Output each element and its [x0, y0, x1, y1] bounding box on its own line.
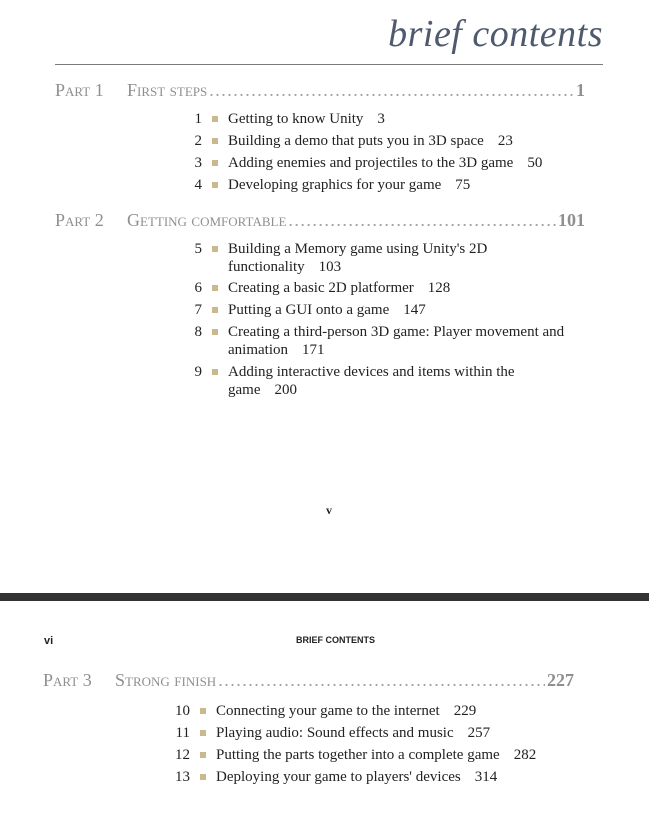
bullet-icon [200, 774, 206, 780]
part-page: 1 [576, 80, 585, 100]
chapter-page: 147 [403, 302, 426, 318]
page-title: brief contents [388, 13, 603, 55]
dot-leader [209, 80, 574, 101]
chapter-page: 128 [427, 280, 451, 296]
chapter-number: 2 [194, 133, 202, 149]
chapter-page: 75 [455, 177, 471, 193]
chapter-entry [178, 154, 542, 172]
chapter-page: 171 [302, 342, 325, 358]
chapter-number: 12 [175, 747, 190, 763]
part-2-heading [55, 210, 585, 232]
chapter-entry [166, 746, 536, 764]
page-number: v [326, 503, 332, 517]
part-name: Getting comfortable [127, 210, 287, 230]
title-rule [55, 64, 603, 65]
part-page: 227 [547, 670, 574, 690]
part-page: 101 [558, 210, 585, 230]
part-name: First steps [127, 80, 208, 100]
chapter-entry [178, 240, 487, 276]
chapter-title: Building a demo that puts you in 3D space 23 [228, 133, 513, 149]
chapter-number: 3 [194, 155, 202, 171]
chapter-page: 229 [453, 703, 477, 719]
bullet-icon [212, 285, 218, 291]
chapter-number: 13 [175, 769, 190, 785]
chapter-number: 10 [175, 703, 190, 719]
chapter-page: 50 [527, 155, 543, 171]
part-3-heading [43, 670, 574, 692]
bullet-icon [212, 246, 218, 252]
page-number: vi [44, 635, 54, 647]
chapter-title: Developing graphics for your game 75 [228, 177, 471, 193]
bullet-icon [212, 160, 218, 166]
bullet-icon [212, 182, 218, 188]
bullet-icon [212, 138, 218, 144]
chapter-page: 200 [274, 382, 297, 398]
chapter-number: 5 [194, 241, 202, 257]
chapter-title: Creating a third-person 3D game: Player movement and animation 171 [228, 324, 565, 358]
chapter-title: Building a Memory game using Unity's 2D functionality 103 [228, 241, 488, 275]
chapter-title: Getting to know Unity 3 [228, 111, 385, 127]
chapter-entry [166, 768, 497, 786]
chapter-title: Playing audio: Sound effects and music 257 [216, 725, 491, 741]
part-name: Strong finish [115, 670, 217, 690]
part-1-heading [55, 80, 585, 102]
chapter-number: 1 [194, 111, 202, 127]
bullet-icon [212, 329, 218, 335]
chapter-entry [178, 176, 470, 194]
bullet-icon [212, 369, 218, 375]
chapter-entry [178, 132, 513, 150]
chapter-title: Putting the parts together into a complete game 282 [216, 747, 537, 763]
chapter-page: 103 [318, 259, 342, 275]
chapter-number: 6 [194, 280, 202, 296]
chapter-title: Creating a basic 2D platformer 128 [228, 280, 451, 296]
bullet-icon [212, 116, 218, 122]
dot-leader [218, 670, 545, 691]
dot-leader [288, 210, 556, 231]
chapter-page: 257 [467, 725, 491, 741]
chapter-title: Connecting your game to the internet 229 [216, 703, 477, 719]
chapter-entry [178, 110, 385, 128]
chapter-entry [178, 323, 564, 359]
running-head: BRIEF CONTENTS [296, 635, 376, 645]
bullet-icon [200, 708, 206, 714]
chapter-title: Adding enemies and projectiles to the 3D game 50 [228, 155, 543, 171]
chapter-page: 23 [497, 133, 513, 149]
bullet-icon [200, 752, 206, 758]
chapter-entry [178, 363, 515, 399]
chapter-page: 282 [513, 747, 537, 763]
part-label: Part 1 [55, 80, 104, 100]
bullet-icon [212, 307, 218, 313]
chapter-entry [178, 301, 426, 319]
chapter-entry [166, 724, 490, 742]
chapter-page: 3 [377, 111, 385, 127]
page-separator [0, 593, 649, 601]
chapter-number: 4 [194, 177, 202, 193]
chapter-number: 9 [194, 364, 202, 380]
part-label: Part 2 [55, 210, 104, 230]
chapter-number: 11 [175, 725, 190, 741]
chapter-entry [166, 702, 476, 720]
chapter-title: Deploying your game to players' devices 314 [216, 769, 498, 785]
part-label: Part 3 [43, 670, 92, 690]
chapter-number: 7 [194, 302, 202, 318]
bullet-icon [200, 730, 206, 736]
chapter-entry [178, 279, 450, 297]
chapter-page: 314 [474, 769, 498, 785]
chapter-number: 8 [194, 324, 202, 340]
chapter-title: Putting a GUI onto a game 147 [228, 302, 426, 318]
chapter-title: Adding interactive devices and items within the game 200 [228, 364, 515, 398]
